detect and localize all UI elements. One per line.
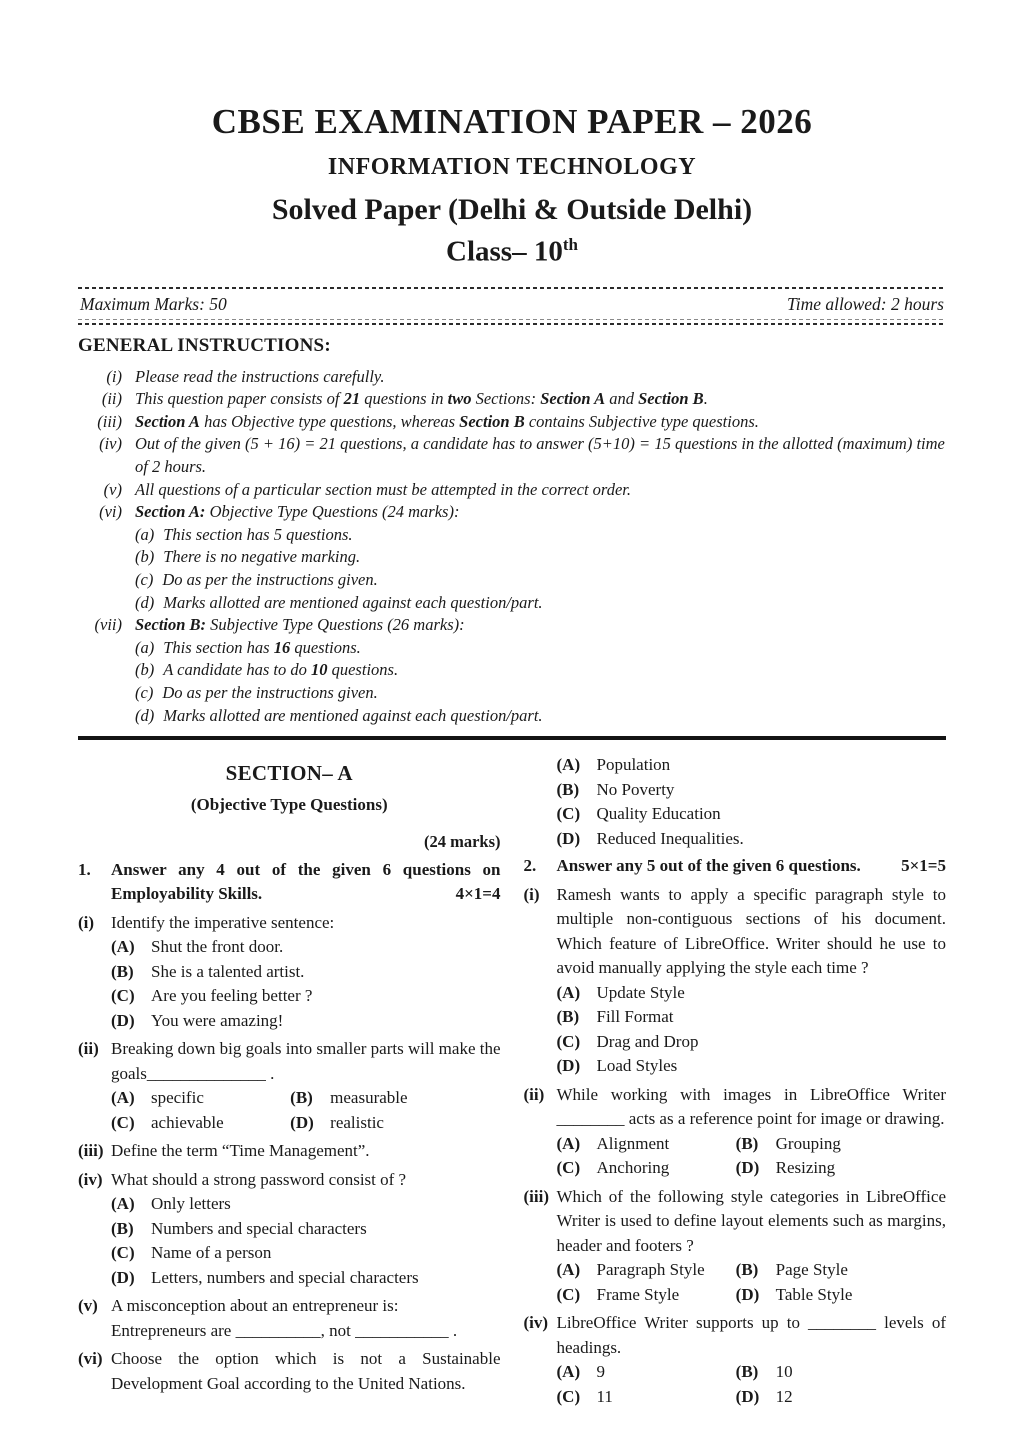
part-text: Breaking down big goals into smaller parts will make the goals______________ . bbox=[111, 1039, 501, 1083]
option-text: Alignment bbox=[596, 1133, 670, 1153]
question-marks: 4×1=4 bbox=[455, 884, 501, 904]
option-text: Letters, numbers and special characters bbox=[151, 1267, 419, 1287]
instruction-item bbox=[78, 411, 946, 434]
option-label: (D) bbox=[735, 1158, 760, 1178]
option-row bbox=[111, 984, 501, 1009]
part-label: (iii) bbox=[523, 1186, 549, 1206]
option-text: 12 bbox=[775, 1386, 793, 1406]
option-label: (D) bbox=[735, 1284, 760, 1304]
option-text: Shut the front door. bbox=[151, 937, 284, 957]
part-label: (i) bbox=[78, 912, 95, 932]
option-row bbox=[557, 827, 947, 852]
option-label: (C) bbox=[556, 1284, 581, 1304]
part-text: A misconception about an entrepreneur is: Entrepreneurs are __________, not ___________ . bbox=[111, 1296, 458, 1340]
class-label bbox=[0, 235, 1024, 269]
option-row bbox=[557, 753, 947, 778]
option-text: Table Style bbox=[775, 1284, 853, 1304]
option-label: (C) bbox=[556, 1386, 581, 1406]
option-text: achievable bbox=[151, 1112, 224, 1132]
option-label: (C) bbox=[556, 1158, 581, 1178]
option-row bbox=[557, 778, 947, 803]
option-row bbox=[290, 1086, 500, 1111]
option-text: Resizing bbox=[775, 1158, 836, 1178]
instruction-item bbox=[78, 388, 946, 411]
option-row bbox=[557, 1385, 736, 1410]
option-text: 10 bbox=[775, 1362, 793, 1382]
time-allowed: Time allowed: 2 hours bbox=[786, 293, 944, 314]
question-part bbox=[524, 1083, 947, 1181]
question-part bbox=[524, 1185, 947, 1308]
part-text: LibreOffice Writer supports up to ________ levels of headings. bbox=[556, 1313, 946, 1357]
option-text: 11 bbox=[596, 1386, 613, 1406]
part-text: While working with images in LibreOffice Writer ________ acts as a reference point for image or drawing. bbox=[556, 1084, 946, 1129]
question-text bbox=[111, 858, 501, 907]
subitem-text: This section has 5 questions. bbox=[163, 524, 353, 544]
subitem-text: Marks allotted are mentioned against each question/part. bbox=[163, 705, 543, 725]
question-marks: 5×1=5 bbox=[901, 856, 946, 876]
option-row bbox=[111, 1266, 501, 1291]
subitem-text: There is no negative marking. bbox=[163, 547, 361, 567]
question-2-header bbox=[524, 854, 947, 879]
instruction-item bbox=[78, 433, 946, 478]
option-label: (A) bbox=[556, 1133, 581, 1153]
option-label: (A) bbox=[556, 982, 581, 1002]
instruction-label: (iii) bbox=[97, 411, 122, 431]
option-text: She is a talented artist. bbox=[151, 961, 305, 981]
instruction-subitem bbox=[78, 682, 946, 705]
subitem-label: (a) bbox=[135, 524, 155, 544]
question-part bbox=[78, 1168, 501, 1291]
question-text-content: Answer any 5 out of the given 6 questions. bbox=[556, 856, 861, 876]
option-row bbox=[736, 1385, 946, 1410]
option-label: (B) bbox=[735, 1260, 759, 1280]
option-label: (A) bbox=[111, 937, 135, 957]
option-label: (A) bbox=[111, 1088, 135, 1108]
dashed-divider-bottom bbox=[78, 323, 946, 325]
option-label: (A) bbox=[556, 755, 581, 775]
option-row bbox=[111, 1217, 501, 1242]
option-row bbox=[111, 935, 501, 960]
option-row bbox=[557, 802, 947, 827]
option-label: (C) bbox=[111, 1243, 135, 1263]
section-a-title: SECTION– A bbox=[225, 761, 353, 786]
option-row bbox=[290, 1111, 500, 1136]
left-column bbox=[78, 753, 501, 1409]
subitem-label: (d) bbox=[135, 705, 155, 725]
instruction-item bbox=[78, 479, 946, 502]
option-row bbox=[111, 1241, 501, 1266]
option-row bbox=[557, 1005, 947, 1030]
option-label: (C) bbox=[556, 804, 581, 824]
subitem-text: Do as per the instructions given. bbox=[162, 570, 378, 589]
option-label: (A) bbox=[556, 1362, 581, 1382]
option-label: (B) bbox=[111, 1218, 134, 1238]
subitem-text: A candidate has to do 10 questions. bbox=[163, 660, 399, 680]
paper-title: CBSE EXAMINATION PAPER – 2026 bbox=[211, 102, 813, 141]
option-row bbox=[557, 1132, 736, 1157]
option-label: (A) bbox=[556, 1260, 581, 1280]
option-text: Are you feeling better ? bbox=[151, 986, 313, 1006]
option-text: Update Style bbox=[596, 982, 685, 1002]
option-row bbox=[111, 1086, 290, 1111]
subitem-label: (b) bbox=[135, 660, 155, 680]
general-instructions bbox=[78, 335, 946, 728]
option-text: Grouping bbox=[775, 1133, 841, 1153]
instruction-subitem bbox=[78, 569, 946, 592]
question-1-header bbox=[78, 858, 501, 907]
question-columns bbox=[78, 753, 946, 1409]
section-divider-rule bbox=[78, 736, 946, 740]
option-label: (B) bbox=[556, 1007, 580, 1027]
question-number: 1. bbox=[78, 859, 91, 879]
instruction-text: Section B: Subjective Type Questions (26 marks): bbox=[135, 615, 465, 635]
title-block bbox=[0, 0, 1024, 269]
option-row bbox=[111, 960, 501, 985]
part-label: (ii) bbox=[78, 1039, 99, 1059]
option-text: Numbers and special characters bbox=[151, 1218, 367, 1238]
instruction-item bbox=[78, 501, 946, 524]
dashed-divider-mid bbox=[78, 319, 946, 320]
option-row bbox=[736, 1360, 946, 1385]
part-label: (v) bbox=[78, 1296, 98, 1316]
subitem-label: (c) bbox=[135, 570, 154, 589]
part-text: Ramesh wants to apply a specific paragraph style to multiple non-contiguous sections of his document. Which feature of LibreOffice. Writer should he use to avoid manually applying the style each time ? bbox=[556, 884, 946, 978]
instruction-text: Out of the given (5 + 16) = 21 questions, a candidate has to answer (5+10) = 15 questions in the allotted (maximum) time of 2 hours. bbox=[135, 434, 945, 477]
instruction-label: (vii) bbox=[94, 615, 122, 635]
subitem-label: (a) bbox=[135, 637, 155, 657]
part-label: (iv) bbox=[78, 1169, 103, 1189]
option-text: You were amazing! bbox=[151, 1010, 284, 1030]
option-label: (C) bbox=[556, 1031, 581, 1051]
question-part bbox=[524, 883, 947, 1079]
option-label: (B) bbox=[556, 779, 580, 799]
option-label: (B) bbox=[735, 1133, 759, 1153]
part-text: Identify the imperative sentence: bbox=[111, 912, 335, 932]
option-label: (D) bbox=[111, 1267, 135, 1287]
question-part bbox=[524, 1311, 947, 1409]
option-row bbox=[111, 1192, 501, 1217]
question-part bbox=[78, 911, 501, 1034]
option-label: (D) bbox=[290, 1112, 314, 1132]
instruction-text: Please read the instructions carefully. bbox=[135, 366, 385, 386]
part-text: Define the term “Time Management”. bbox=[111, 1141, 370, 1161]
option-row bbox=[557, 1360, 736, 1385]
option-text: realistic bbox=[330, 1112, 384, 1132]
subitem-label: (c) bbox=[135, 682, 154, 702]
option-label: (C) bbox=[111, 1112, 135, 1132]
part-label: (i) bbox=[523, 884, 540, 904]
option-text: Page Style bbox=[775, 1260, 848, 1280]
instruction-label: (v) bbox=[103, 479, 122, 499]
instruction-subitem bbox=[78, 546, 946, 569]
option-row bbox=[736, 1258, 946, 1283]
option-label: (D) bbox=[556, 1056, 581, 1076]
paper-subject: INFORMATION TECHNOLOGY bbox=[327, 154, 697, 180]
instruction-label: (vi) bbox=[99, 502, 122, 522]
option-text: No Poverty bbox=[596, 779, 675, 799]
option-text: measurable bbox=[330, 1088, 408, 1108]
instruction-subitem bbox=[78, 524, 946, 547]
instruction-text: All questions of a particular section must be attempted in the correct order. bbox=[135, 479, 632, 499]
option-text: Reduced Inequalities. bbox=[596, 828, 744, 848]
question-text-content: Answer any 4 out of the given 6 questions on Employability Skills. bbox=[111, 859, 501, 904]
question-part bbox=[78, 1037, 501, 1135]
question-number: 2. bbox=[523, 856, 537, 876]
option-row bbox=[111, 1111, 290, 1136]
part-text: What should a strong password consist of ? bbox=[111, 1169, 407, 1189]
right-column bbox=[524, 753, 947, 1409]
question-part-continued bbox=[524, 753, 947, 851]
question-part bbox=[78, 1347, 501, 1396]
option-text: Name of a person bbox=[151, 1243, 272, 1263]
instruction-subitem bbox=[78, 705, 946, 728]
section-a-subtitle: (Objective Type Questions) bbox=[190, 794, 388, 814]
option-label: (C) bbox=[111, 986, 135, 1006]
option-label: (A) bbox=[111, 1194, 135, 1214]
option-row bbox=[557, 981, 947, 1006]
subitem-text: This section has 16 questions. bbox=[163, 637, 361, 657]
option-text: Quality Education bbox=[596, 804, 721, 824]
option-label: (D) bbox=[735, 1386, 760, 1406]
option-row bbox=[736, 1132, 946, 1157]
option-text: Only letters bbox=[151, 1194, 231, 1214]
question-part bbox=[78, 1139, 501, 1164]
option-text: specific bbox=[151, 1088, 204, 1108]
option-text: Anchoring bbox=[596, 1158, 670, 1178]
option-text: 9 bbox=[596, 1362, 605, 1382]
option-text: Drag and Drop bbox=[596, 1031, 699, 1051]
option-text: Load Styles bbox=[596, 1056, 678, 1076]
subitem-label: (d) bbox=[135, 592, 155, 612]
part-label: (vi) bbox=[78, 1349, 103, 1369]
option-row bbox=[557, 1030, 947, 1055]
instruction-text: Section A has Objective type questions, whereas Section B contains Subjective type questions. bbox=[135, 411, 759, 431]
subitem-text: Marks allotted are mentioned against each question/part. bbox=[163, 592, 543, 612]
question-part bbox=[78, 1294, 501, 1343]
option-row bbox=[557, 1283, 736, 1308]
general-instructions-heading: GENERAL INSTRUCTIONS: bbox=[78, 334, 331, 356]
option-row bbox=[557, 1156, 736, 1181]
option-text: Fill Format bbox=[596, 1007, 674, 1027]
option-label: (B) bbox=[290, 1088, 313, 1108]
instruction-label: (ii) bbox=[101, 389, 122, 409]
option-text: Population bbox=[596, 755, 671, 775]
option-row bbox=[736, 1156, 946, 1181]
instruction-text: Section A: Objective Type Questions (24 marks): bbox=[135, 502, 460, 522]
instruction-subitem bbox=[78, 659, 946, 682]
part-label: (iii) bbox=[78, 1141, 104, 1161]
instruction-subitem bbox=[78, 592, 946, 615]
paper-subtitle: Solved Paper (Delhi & Outside Delhi) bbox=[271, 193, 753, 226]
option-label: (B) bbox=[111, 961, 134, 981]
option-label: (D) bbox=[556, 828, 581, 848]
instruction-label: (i) bbox=[106, 366, 122, 386]
subitem-label: (b) bbox=[135, 547, 155, 567]
section-marks-note: (24 marks) bbox=[423, 832, 501, 852]
class-superscript: th bbox=[562, 235, 578, 254]
option-row bbox=[111, 1009, 501, 1034]
instruction-subitem bbox=[78, 637, 946, 660]
part-label: (iv) bbox=[523, 1313, 549, 1333]
option-row bbox=[557, 1054, 947, 1079]
option-label: (D) bbox=[111, 1010, 135, 1030]
class-prefix: Class– 10 bbox=[446, 235, 563, 268]
question-text bbox=[557, 854, 947, 879]
instruction-label: (iv) bbox=[99, 434, 122, 454]
option-row bbox=[557, 1258, 736, 1283]
option-text: Paragraph Style bbox=[596, 1260, 705, 1280]
max-marks: Maximum Marks: 50 bbox=[80, 293, 227, 314]
instruction-text: This question paper consists of 21 questions in two Sections: Section A and Section B. bbox=[135, 389, 708, 409]
option-text: Frame Style bbox=[596, 1284, 680, 1304]
part-text: Choose the option which is not a Sustainable Development Goal according to the United Nations. bbox=[111, 1349, 501, 1393]
meta-band bbox=[78, 287, 946, 325]
subitem-text: Do as per the instructions given. bbox=[162, 682, 378, 702]
option-row bbox=[736, 1283, 946, 1308]
instruction-item bbox=[78, 366, 946, 389]
option-label: (B) bbox=[735, 1362, 759, 1382]
instruction-item bbox=[78, 614, 946, 637]
part-text: Which of the following style categories in LibreOffice Writer is used to define layout elements such as margins, header and footers ? bbox=[556, 1186, 946, 1255]
part-label: (ii) bbox=[523, 1084, 545, 1104]
